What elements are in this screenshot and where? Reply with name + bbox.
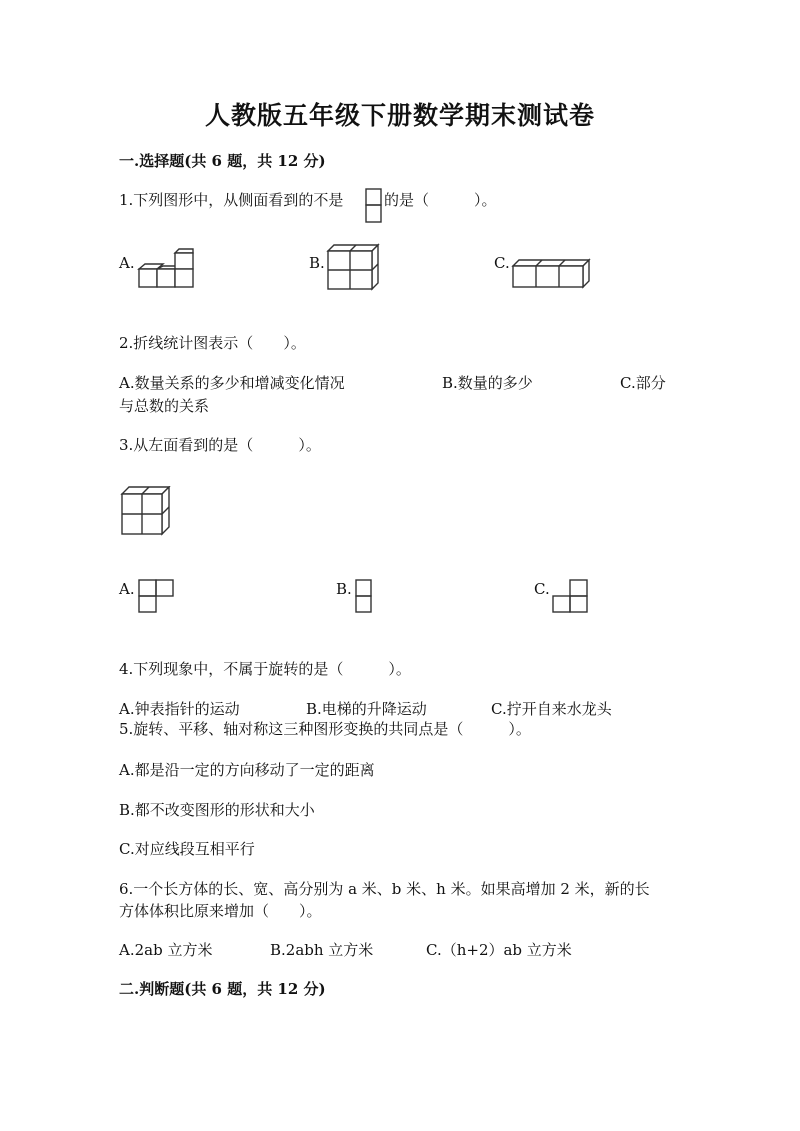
q4-option-a: A.钟表指针的运动 xyxy=(119,700,240,718)
q2-option-a: A.数量关系的多少和增减变化情况 xyxy=(119,374,345,392)
q6-option-c: C.（h+2）ab 立方米 xyxy=(426,941,572,959)
page-title: 人教版五年级下册数学期末测试卷 xyxy=(204,101,595,130)
q5-option-c: C.对应线段互相平行 xyxy=(119,840,255,858)
q4-option-c: C.拧开自来水龙头 xyxy=(491,700,612,718)
q5-stem: 5.旋转、平移、轴对称这三种图形变换的共同点是（ ）。 xyxy=(119,720,531,738)
q4-stem: 4.下列现象中，不属于旋转的是（ ）。 xyxy=(119,660,411,678)
section-2-heading: 二.判断题(共 6 题，共 12 分) xyxy=(119,980,326,998)
q1-option-b-label: B. xyxy=(309,254,325,272)
q4-option-b: B.电梯的升降运动 xyxy=(306,700,427,718)
q5-option-b: B.都不改变图形的形状和大小 xyxy=(119,801,315,819)
q6-option-b: B.2abh 立方米 xyxy=(270,941,374,959)
q3-option-b-figure xyxy=(354,578,374,614)
q3-option-c-label: C. xyxy=(534,580,550,598)
q2-option-b: B.数量的多少 xyxy=(442,374,533,392)
q1-stem-part2: 的是（ ）。 xyxy=(384,191,497,209)
q3-option-a-label: A. xyxy=(119,580,135,598)
q1-stem-part1: 1.下列图形中，从侧面看到的不是 xyxy=(119,191,344,209)
q1-option-c-figure xyxy=(510,257,592,291)
q1-stem-figure-icon xyxy=(365,188,383,226)
q3-option-a-figure xyxy=(137,578,175,614)
section-1-heading: 一.选择题(共 6 题，共 12 分) xyxy=(119,152,326,170)
q2-stem: 2.折线统计图表示（ ）。 xyxy=(119,334,306,352)
q3-stem: 3.从左面看到的是（ ）。 xyxy=(119,436,321,454)
q5-option-a: A.都是沿一定的方向移动了一定的距离 xyxy=(119,761,375,779)
q3-option-b-label: B. xyxy=(336,580,352,598)
q2-option-c-line1: C.部分 xyxy=(620,374,666,392)
q6-stem-line2: 方体体积比原来增加（ ）。 xyxy=(119,902,322,920)
q6-option-a: A.2ab 立方米 xyxy=(119,941,213,959)
q1-option-a-label: A. xyxy=(119,254,135,272)
q3-stem-figure xyxy=(120,486,172,536)
q2-option-c-line2: 与总数的关系 xyxy=(119,397,210,415)
q1-option-b-figure xyxy=(325,243,381,291)
q6-stem-line1: 6.一个长方体的长、宽、高分别为 a 米、b 米、h 米。如果高增加 2 米，新的长 xyxy=(119,880,650,898)
q1-option-c-label: C. xyxy=(494,254,510,272)
q3-option-c-figure xyxy=(551,578,589,614)
q1-option-a-figure xyxy=(136,245,196,289)
